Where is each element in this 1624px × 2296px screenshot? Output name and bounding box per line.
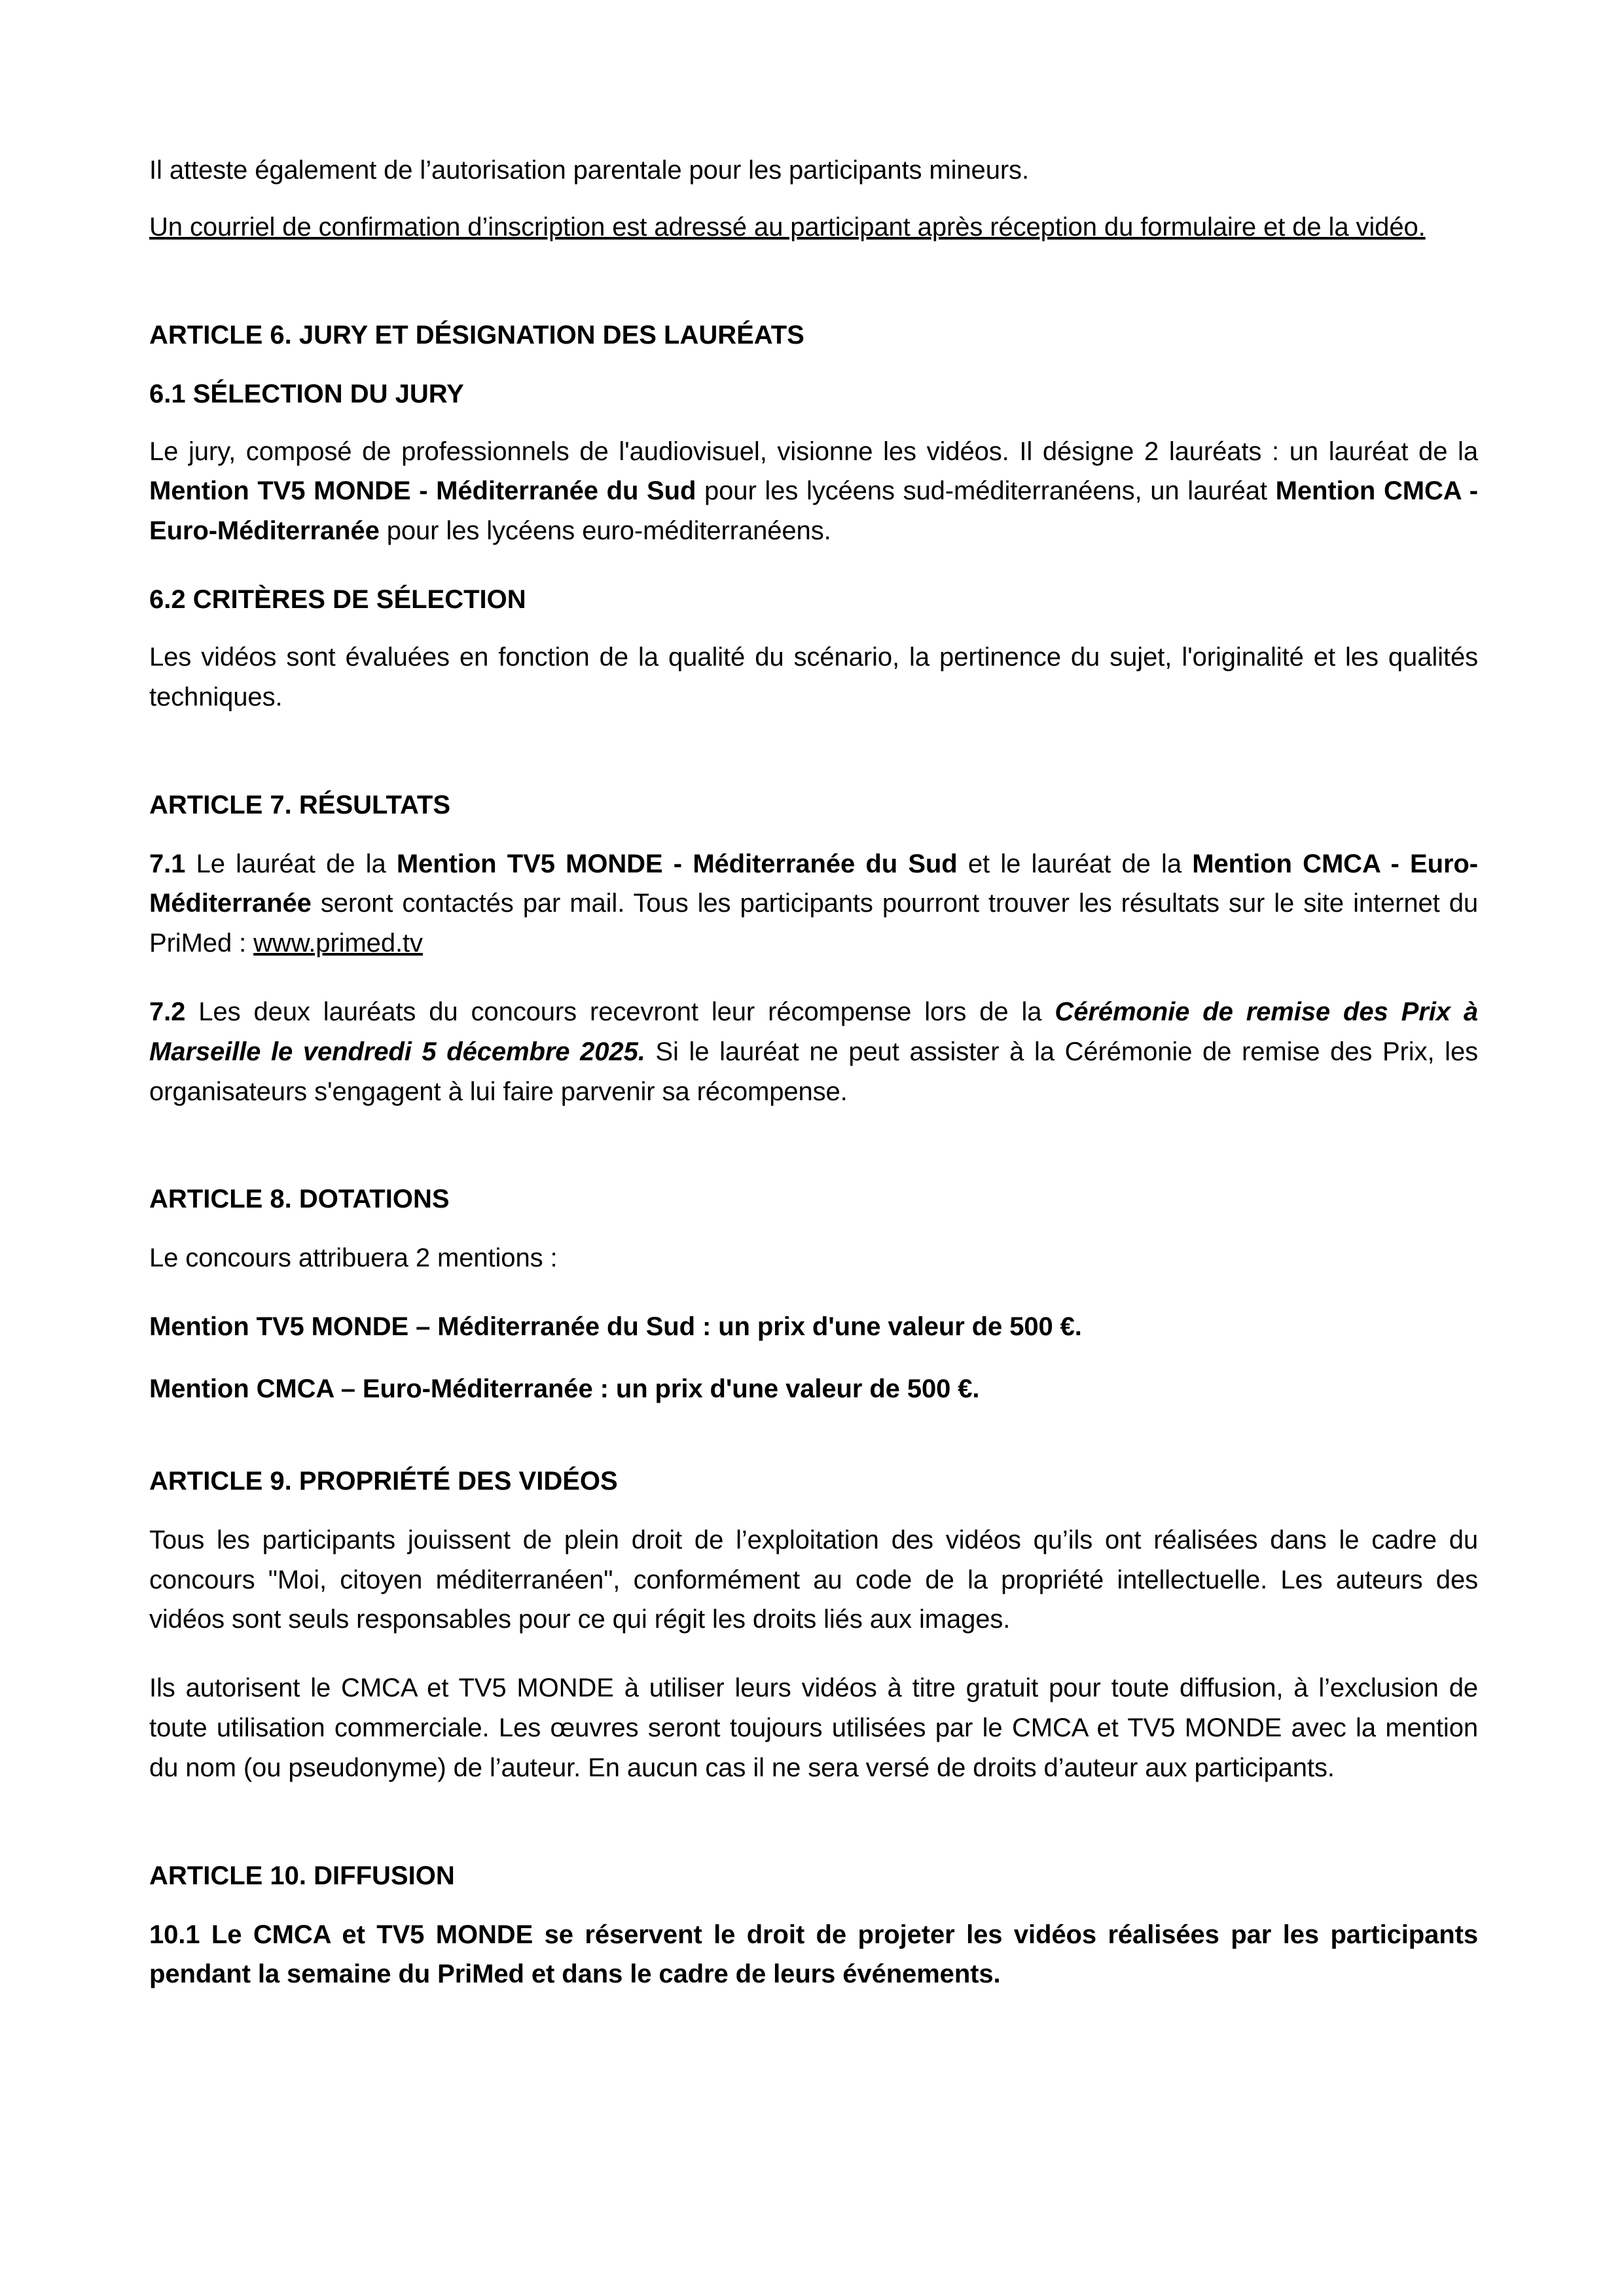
text-fragment-bold: Mention CMCA - Euro-Méditerranée xyxy=(149,476,1478,546)
text-fragment: Si le lauréat ne peut assister à la Cérémonie de remise des Prix, les organisateurs s'engagent à lui faire parvenir sa récompense. xyxy=(149,1037,1478,1106)
text-fragment: Le lauréat de la xyxy=(185,849,397,878)
intro-paragraph-1: Il atteste également de l’autorisation parentale pour les participants mineurs. xyxy=(149,156,1029,185)
intro-paragraph-2: Un courriel de confirmation d’inscription est adressé au participant après réception du formulaire et de la vidéo. xyxy=(149,212,1426,242)
article-6-2-paragraph: Les vidéos sont évaluées en fonction de la qualité du scénario, la pertinence du sujet, l'originalité et les qualités techniques. xyxy=(149,642,1478,711)
text-fragment: seront contactés par mail. Tous les participants pourront trouver les résultats sur le site internet du PriMed : xyxy=(149,889,1478,958)
text-fragment-bold: Mention TV5 MONDE - Méditerranée du Sud xyxy=(149,476,696,506)
article-6-1-title: 6.1 SÉLECTION DU JURY xyxy=(149,379,464,408)
text-fragment: pour les lycéens euro-méditerranéens. xyxy=(379,516,831,546)
spacer xyxy=(149,980,1478,992)
text-fragment-bold: Mention CMCA - Euro-Méditerranée xyxy=(149,849,1478,918)
article-9-paragraph-1: Tous les participants jouissent de plein droit de l’exploitation des vidéos qu’ils ont réalisées dans le cadre du concours "Moi, citoyen méditerranéen", conformément au code de la propriété intellectuelle. Les auteurs des vidéos sont seuls responsables pour ce qui régit les droits liés aux images. xyxy=(149,1525,1478,1634)
article-8-mention-cmca xyxy=(149,1369,1478,1409)
spacer xyxy=(149,1431,1478,1462)
spacer xyxy=(149,734,1478,785)
article-8-title: ARTICLE 8. DOTATIONS xyxy=(149,1185,450,1214)
article-9-paragraph-2: Ils autorisent le CMCA et TV5 MONDE à utiliser leurs vidéos à titre gratuit pour toute diffusion, à l’exclusion de toute utilisation commerciale. Les œuvres seront toujours utilisées par le CMCA et TV5 MONDE avec la mention du nom (ou pseudonyme) de l’auteur. En aucun cas il ne sera versé de droits d’auteur aux participants. xyxy=(149,1674,1478,1782)
spacer xyxy=(149,568,1478,580)
text-fragment: : un prix d'une valeur de 500 €. xyxy=(592,1374,980,1403)
text-fragment: Les deux lauréats du concours recevront leur récompense lors de la xyxy=(185,997,1055,1026)
text-fragment: Le jury, composé de professionnels de l'audiovisuel, visionne les vidéos. Il désigne 2 lauréats : un lauréat de la xyxy=(149,437,1478,466)
text-fragment-bold-italic: Cérémonie de remise des Prix à Marseille le vendredi 5 décembre 2025. xyxy=(149,997,1478,1066)
text-fragment: pour les lycéens sud-méditerranéens, un lauréat xyxy=(696,476,1276,506)
text-fragment: et le lauréat de la xyxy=(957,849,1193,878)
spacer xyxy=(149,1657,1478,1668)
text-fragment-bold: Mention CMCA – Euro-Méditerranée xyxy=(149,1374,593,1403)
document-body xyxy=(149,151,1478,1994)
clause-number: 7.1 xyxy=(149,849,186,878)
text-fragment-bold: Mention TV5 MONDE - Méditerranée du Sud xyxy=(396,849,958,878)
article-10-title: ARTICLE 10. DIFFUSION xyxy=(149,1861,455,1890)
article-6-2-title: 6.2 CRITÈRES DE SÉLECTION xyxy=(149,584,526,614)
article-8-intro: Le concours attribuera 2 mentions : xyxy=(149,1244,558,1273)
article-7-title: ARTICLE 7. RÉSULTATS xyxy=(149,790,450,819)
article-7-1-paragraph xyxy=(149,844,1478,963)
primed-website-link[interactable]: www.primed.tv xyxy=(253,929,423,958)
spacer xyxy=(149,1805,1478,1856)
article-10-paragraph-1: 10.1 Le CMCA et TV5 MONDE se réservent le droit de projeter les vidéos réalisées par les participants pendant la semaine du PriMed et dans le cadre de leurs événements. xyxy=(149,1920,1478,1989)
spacer xyxy=(149,1128,1478,1179)
spacer xyxy=(149,1295,1478,1307)
article-7-2-paragraph xyxy=(149,992,1478,1111)
spacer xyxy=(149,264,1478,315)
article-8-mention-tv5: Mention TV5 MONDE – Méditerranée du Sud : un prix d'une valeur de 500 €. xyxy=(149,1312,1082,1342)
article-6-1-paragraph xyxy=(149,432,1478,551)
article-9-title: ARTICLE 9. PROPRIÉTÉ DES VIDÉOS xyxy=(149,1466,618,1496)
article-6-title: ARTICLE 6. JURY ET DÉSIGNATION DES LAURÉATS xyxy=(149,320,804,350)
clause-number: 7.2 xyxy=(149,997,186,1026)
